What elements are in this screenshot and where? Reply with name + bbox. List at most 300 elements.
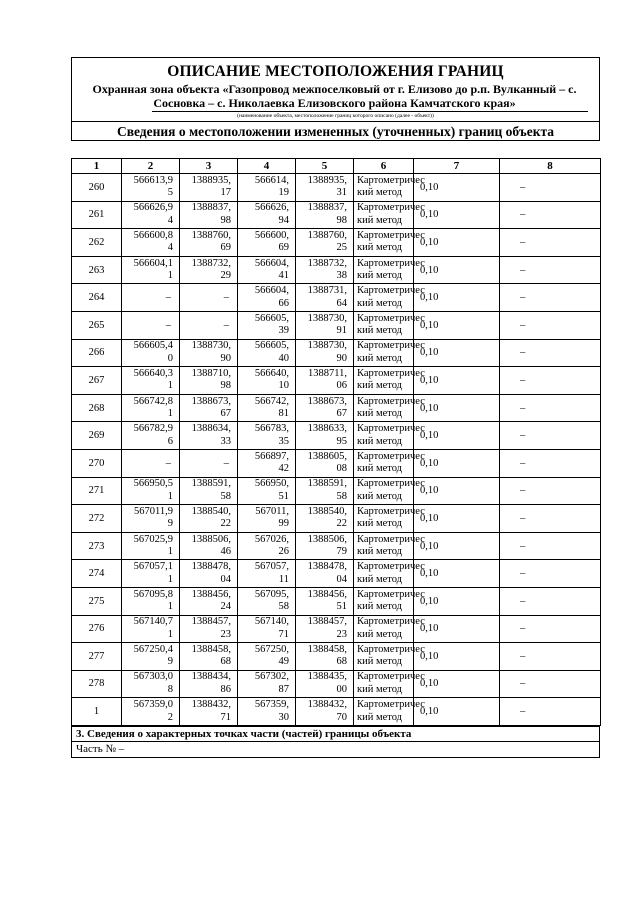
existing-x-coordinate-part: 566782,9: [133, 423, 173, 435]
point-description: –: [500, 615, 601, 643]
existing-x-coordinate-part: 567025,9: [133, 533, 173, 545]
determination-method: [354, 587, 425, 615]
new-y-coordinate-part: 1388730,: [307, 340, 347, 352]
new-x-coordinate-part: 26: [278, 546, 289, 558]
existing-x-coordinate: [122, 229, 180, 257]
existing-y-coordinate-part: 29: [220, 270, 231, 282]
existing-y-coordinate-part: 71: [220, 711, 231, 723]
determination-method: [354, 698, 425, 726]
new-x-coordinate-part: 566950,: [254, 478, 289, 490]
column-header: 1: [72, 159, 122, 174]
existing-y-coordinate-part: 69: [220, 242, 231, 254]
existing-y-coordinate-part: 1388540,: [191, 505, 231, 517]
method-text: кий метод: [357, 628, 403, 640]
accuracy-value: 0,10: [414, 587, 500, 615]
point-number: 260: [72, 174, 122, 202]
accuracy-value: 0,10: [414, 229, 500, 257]
new-x-coordinate-part: 567011,: [255, 505, 289, 517]
determination-method: [354, 422, 425, 450]
new-y-coordinate-part: 1388731,: [307, 285, 347, 297]
new-x-coordinate: [238, 505, 296, 533]
new-y-coordinate-part: 00: [336, 683, 347, 695]
accuracy-value: 0,10: [414, 422, 500, 450]
determination-method: [354, 174, 425, 202]
new-x-coordinate: [238, 615, 296, 643]
existing-x-coordinate: [122, 698, 180, 726]
table-row: [72, 670, 601, 698]
table-row: [72, 367, 601, 395]
new-y-coordinate: [296, 174, 354, 202]
new-x-coordinate: [238, 560, 296, 588]
new-x-coordinate-part: 58: [278, 601, 289, 613]
determination-method: [354, 560, 425, 588]
coordinates-table: [71, 158, 601, 726]
new-x-coordinate: [238, 449, 296, 477]
existing-y-coordinate-part: 1388458,: [191, 643, 231, 655]
new-y-coordinate-part: 79: [336, 546, 347, 558]
point-description: –: [500, 201, 601, 229]
new-x-coordinate: [238, 229, 296, 257]
method-text: кий метод: [357, 270, 403, 282]
table-row: [72, 394, 601, 422]
determination-method: [354, 311, 425, 339]
new-y-coordinate: [296, 311, 354, 339]
existing-y-coordinate-part: 1388434,: [191, 671, 231, 683]
existing-y-coordinate-part: 1388935,: [191, 174, 231, 186]
determination-method: [354, 229, 425, 257]
new-y-coordinate-part: 1388732,: [307, 257, 347, 269]
existing-x-coordinate-part: 1: [167, 546, 173, 558]
method-text: Картометричес: [357, 395, 425, 407]
method-text: кий метод: [357, 546, 403, 558]
accuracy-value: 0,10: [414, 698, 500, 726]
existing-x-coordinate-part: 1: [167, 573, 173, 585]
existing-y-coordinate-part: 86: [220, 683, 231, 695]
existing-y-coordinate-part: 23: [220, 628, 231, 640]
existing-y-coordinate: –: [180, 449, 238, 477]
point-description: –: [500, 367, 601, 395]
existing-y-coordinate: [180, 174, 238, 202]
existing-y-coordinate-part: 04: [220, 573, 231, 585]
new-y-coordinate: [296, 477, 354, 505]
existing-y-coordinate: [180, 339, 238, 367]
method-text: кий метод: [357, 435, 403, 447]
point-description: –: [500, 394, 601, 422]
existing-x-coordinate: [122, 339, 180, 367]
accuracy-value: 0,10: [414, 615, 500, 643]
determination-method: [354, 201, 425, 229]
new-x-coordinate-part: 567095,: [254, 588, 289, 600]
table-row: [72, 201, 601, 229]
existing-x-coordinate-part: 566950,5: [133, 478, 173, 490]
new-x-coordinate-part: 566605,: [254, 312, 289, 324]
accuracy-value: 0,10: [414, 477, 500, 505]
new-y-coordinate-part: 91: [336, 325, 347, 337]
new-x-coordinate: [238, 339, 296, 367]
new-y-coordinate: [296, 643, 354, 671]
new-y-coordinate-part: 04: [336, 573, 347, 585]
accuracy-value: 0,10: [414, 174, 500, 202]
existing-y-coordinate-part: 17: [220, 187, 231, 199]
existing-x-coordinate-part: 566604,1: [133, 257, 173, 269]
method-text: кий метод: [357, 325, 403, 337]
point-number: 261: [72, 201, 122, 229]
method-text: кий метод: [357, 601, 403, 613]
existing-y-coordinate: [180, 477, 238, 505]
new-y-coordinate-part: 1388633,: [307, 423, 347, 435]
new-y-coordinate-part: 1388935,: [307, 174, 347, 186]
method-text: кий метод: [357, 187, 403, 199]
new-x-coordinate-part: 35: [278, 435, 289, 447]
existing-x-coordinate: [122, 532, 180, 560]
point-description: –: [500, 311, 601, 339]
existing-x-coordinate: –: [122, 449, 180, 477]
new-x-coordinate-part: 567302,: [254, 671, 289, 683]
method-text: кий метод: [357, 352, 403, 364]
new-y-coordinate: [296, 670, 354, 698]
object-caption: (наименование объекта, местоположение границ которого описано (далее - объект)): [237, 113, 434, 119]
existing-x-coordinate-part: 9: [167, 518, 173, 530]
existing-x-coordinate: –: [122, 311, 180, 339]
new-x-coordinate-part: 567057,: [254, 561, 289, 573]
method-text: Картометричес: [357, 505, 425, 517]
new-y-coordinate: [296, 449, 354, 477]
new-x-coordinate-part: 19: [278, 187, 289, 199]
table-row: [72, 560, 601, 588]
new-y-coordinate: [296, 615, 354, 643]
table-row: [72, 587, 601, 615]
accuracy-value: 0,10: [414, 449, 500, 477]
new-x-coordinate-part: 41: [278, 270, 289, 282]
point-description: –: [500, 698, 601, 726]
new-x-coordinate-part: 40: [278, 352, 289, 364]
method-text: кий метод: [357, 297, 403, 309]
method-text: кий метод: [357, 380, 403, 392]
existing-x-coordinate-part: 4: [167, 242, 173, 254]
column-header: 3: [180, 159, 238, 174]
new-x-coordinate-part: 10: [278, 380, 289, 392]
existing-x-coordinate: [122, 201, 180, 229]
existing-x-coordinate-part: 2: [167, 711, 173, 723]
existing-y-coordinate-part: 98: [220, 214, 231, 226]
existing-y-coordinate-part: 33: [220, 435, 231, 447]
new-x-coordinate-part: 99: [278, 518, 289, 530]
existing-y-coordinate-part: 1388456,: [191, 588, 231, 600]
new-y-coordinate-part: 1388478,: [307, 561, 347, 573]
accuracy-value: 0,10: [414, 339, 500, 367]
new-y-coordinate: [296, 256, 354, 284]
new-y-coordinate-part: 51: [336, 601, 347, 613]
point-description: –: [500, 532, 601, 560]
existing-x-coordinate-part: 566742,8: [133, 395, 173, 407]
accuracy-value: 0,10: [414, 284, 500, 312]
new-y-coordinate-part: 22: [336, 518, 347, 530]
section-3-heading: 3. Сведения о характерных точках части (частей) границы объекта: [71, 726, 600, 742]
new-x-coordinate: [238, 174, 296, 202]
new-y-coordinate-part: 1388435,: [307, 671, 347, 683]
determination-method: [354, 532, 425, 560]
new-x-coordinate-part: 66: [278, 297, 289, 309]
method-text: Картометричес: [357, 561, 425, 573]
existing-y-coordinate-part: 58: [220, 490, 231, 502]
method-text: кий метод: [357, 490, 403, 502]
existing-x-coordinate-part: 567303,0: [133, 671, 173, 683]
determination-method: [354, 615, 425, 643]
point-description: –: [500, 505, 601, 533]
accuracy-value: 0,10: [414, 505, 500, 533]
new-y-coordinate-part: 1388673,: [307, 395, 347, 407]
existing-x-coordinate-part: 567359,0: [133, 699, 173, 711]
new-x-coordinate: [238, 477, 296, 505]
existing-x-coordinate: [122, 394, 180, 422]
existing-x-coordinate-part: 567140,7: [133, 616, 173, 628]
accuracy-value: 0,10: [414, 367, 500, 395]
accuracy-value: 0,10: [414, 643, 500, 671]
new-x-coordinate-part: 39: [278, 325, 289, 337]
determination-method: [354, 367, 425, 395]
new-x-coordinate-part: 566600,: [254, 229, 289, 241]
new-x-coordinate-part: 567250,: [254, 643, 289, 655]
existing-y-coordinate-part: 46: [220, 546, 231, 558]
table-row: [72, 449, 601, 477]
new-x-coordinate: [238, 201, 296, 229]
method-text: Картометричес: [357, 202, 425, 214]
accuracy-value: 0,10: [414, 532, 500, 560]
new-x-coordinate-part: 566604,: [254, 257, 289, 269]
method-text: Картометричес: [357, 671, 425, 683]
existing-y-coordinate: [180, 394, 238, 422]
existing-y-coordinate: [180, 367, 238, 395]
table-header-row: [72, 159, 601, 174]
new-x-coordinate-part: 566783,: [254, 423, 289, 435]
table-row: [72, 284, 601, 312]
method-text: Картометричес: [357, 616, 425, 628]
existing-x-coordinate: [122, 643, 180, 671]
existing-x-coordinate: [122, 587, 180, 615]
existing-x-coordinate-part: 9: [167, 656, 173, 668]
point-description: –: [500, 449, 601, 477]
existing-y-coordinate-part: 98: [220, 380, 231, 392]
new-x-coordinate-part: 11: [278, 573, 289, 585]
new-y-coordinate-part: 23: [336, 628, 347, 640]
table-row: [72, 505, 601, 533]
method-text: кий метод: [357, 711, 403, 723]
new-x-coordinate-part: 566614,: [254, 174, 289, 186]
new-x-coordinate: [238, 643, 296, 671]
new-y-coordinate-part: 64: [336, 297, 347, 309]
method-text: Картометричес: [357, 229, 425, 241]
new-y-coordinate-part: 25: [336, 242, 347, 254]
existing-x-coordinate-part: 1: [167, 270, 173, 282]
new-y-coordinate-part: 1388837,: [307, 202, 347, 214]
existing-y-coordinate-part: 22: [220, 518, 231, 530]
method-text: Картометричес: [357, 643, 425, 655]
method-text: Картометричес: [357, 367, 425, 379]
method-text: Картометричес: [357, 699, 425, 711]
method-text: кий метод: [357, 242, 403, 254]
method-text: кий метод: [357, 408, 403, 420]
existing-y-coordinate: [180, 698, 238, 726]
existing-x-coordinate-part: 5: [167, 187, 173, 199]
existing-x-coordinate-part: 1: [167, 408, 173, 420]
new-y-coordinate-part: 98: [336, 214, 347, 226]
point-number: 269: [72, 422, 122, 450]
existing-x-coordinate: [122, 174, 180, 202]
point-description: –: [500, 229, 601, 257]
point-description: –: [500, 477, 601, 505]
new-x-coordinate-part: 49: [278, 656, 289, 668]
method-text: Картометричес: [357, 285, 425, 297]
existing-x-coordinate: [122, 422, 180, 450]
point-number: 272: [72, 505, 122, 533]
existing-x-coordinate: [122, 477, 180, 505]
new-x-coordinate-part: 567026,: [254, 533, 289, 545]
method-text: кий метод: [357, 518, 403, 530]
existing-x-coordinate: [122, 670, 180, 698]
accuracy-value: 0,10: [414, 560, 500, 588]
new-x-coordinate: [238, 670, 296, 698]
point-description: –: [500, 339, 601, 367]
determination-method: [354, 339, 425, 367]
new-y-coordinate: [296, 284, 354, 312]
new-y-coordinate-part: 1388760,: [307, 229, 347, 241]
method-text: Картометричес: [357, 533, 425, 545]
table-row: [72, 477, 601, 505]
method-text: Картометричес: [357, 340, 425, 352]
new-x-coordinate-part: 87: [278, 683, 289, 695]
new-y-coordinate: [296, 339, 354, 367]
point-number: 271: [72, 477, 122, 505]
method-text: Картометричес: [357, 450, 425, 462]
existing-x-coordinate-part: 6: [167, 435, 173, 447]
existing-y-coordinate: [180, 422, 238, 450]
existing-y-coordinate-part: 1388732,: [191, 257, 231, 269]
point-number: 263: [72, 256, 122, 284]
point-number: 265: [72, 311, 122, 339]
table-row: [72, 339, 601, 367]
existing-x-coordinate: [122, 505, 180, 533]
new-y-coordinate-part: 31: [336, 187, 347, 199]
existing-x-coordinate-part: 567057,1: [133, 561, 173, 573]
point-number: 267: [72, 367, 122, 395]
new-y-coordinate-part: 70: [336, 711, 347, 723]
existing-x-coordinate: [122, 367, 180, 395]
new-x-coordinate-part: 567140,: [254, 616, 289, 628]
existing-x-coordinate-part: 1: [167, 380, 173, 392]
new-x-coordinate-part: 69: [278, 242, 289, 254]
new-y-coordinate-part: 1388711,: [308, 367, 347, 379]
column-header: 6: [354, 159, 414, 174]
new-x-coordinate-part: 566640,: [254, 367, 289, 379]
column-header: 7: [414, 159, 500, 174]
existing-y-coordinate: [180, 505, 238, 533]
new-y-coordinate-part: 1388540,: [307, 505, 347, 517]
existing-y-coordinate-part: 1388760,: [191, 229, 231, 241]
method-text: Картометричес: [357, 257, 425, 269]
table-row: [72, 615, 601, 643]
new-x-coordinate: [238, 532, 296, 560]
new-y-coordinate-part: 1388730,: [307, 312, 347, 324]
table-row: [72, 256, 601, 284]
new-y-coordinate-part: 95: [336, 435, 347, 447]
existing-x-coordinate-part: 8: [167, 683, 173, 695]
existing-y-coordinate: –: [180, 311, 238, 339]
new-x-coordinate-part: 81: [278, 408, 289, 420]
method-text: кий метод: [357, 656, 403, 668]
new-y-coordinate: [296, 394, 354, 422]
method-text: Картометричес: [357, 174, 425, 186]
underline-divider: [152, 111, 588, 112]
determination-method: [354, 477, 425, 505]
point-number: 278: [72, 670, 122, 698]
point-number: 268: [72, 394, 122, 422]
existing-y-coordinate: [180, 587, 238, 615]
existing-y-coordinate: [180, 560, 238, 588]
existing-x-coordinate-part: 566640,3: [133, 367, 173, 379]
existing-x-coordinate: [122, 615, 180, 643]
new-x-coordinate: [238, 284, 296, 312]
new-y-coordinate-part: 1388591,: [307, 478, 347, 490]
existing-y-coordinate-part: 1388730,: [191, 340, 231, 352]
new-y-coordinate-part: 58: [336, 490, 347, 502]
column-header: 2: [122, 159, 180, 174]
existing-y-coordinate-part: 90: [220, 352, 231, 364]
point-number: 274: [72, 560, 122, 588]
existing-x-coordinate-part: 566605,4: [133, 340, 173, 352]
point-number: 275: [72, 587, 122, 615]
new-y-coordinate: [296, 229, 354, 257]
new-y-coordinate-part: 68: [336, 656, 347, 668]
method-text: кий метод: [357, 683, 403, 695]
determination-method: [354, 643, 425, 671]
new-y-coordinate-part: 08: [336, 463, 347, 475]
column-header: 5: [296, 159, 354, 174]
point-description: –: [500, 174, 601, 202]
new-y-coordinate-part: 1388457,: [307, 616, 347, 628]
method-text: кий метод: [357, 214, 403, 226]
existing-x-coordinate: [122, 560, 180, 588]
existing-y-coordinate: [180, 256, 238, 284]
document-title: ОПИСАНИЕ МЕСТОПОЛОЖЕНИЯ ГРАНИЦ: [167, 63, 504, 80]
determination-method: [354, 505, 425, 533]
existing-x-coordinate-part: 1: [167, 490, 173, 502]
new-y-coordinate-part: 1388506,: [307, 533, 347, 545]
existing-y-coordinate-part: 1388634,: [191, 423, 231, 435]
existing-x-coordinate-part: 567011,9: [134, 505, 173, 517]
existing-x-coordinate: –: [122, 284, 180, 312]
point-description: –: [500, 670, 601, 698]
point-description: –: [500, 587, 601, 615]
existing-x-coordinate-part: 4: [167, 214, 173, 226]
point-number: 277: [72, 643, 122, 671]
new-y-coordinate-part: 67: [336, 408, 347, 420]
new-y-coordinate-part: 38: [336, 270, 347, 282]
object-name-line-2: Сосновка – с. Николаевка Елизовского района Камчатского края»: [153, 96, 516, 110]
existing-x-coordinate-part: 1: [167, 628, 173, 640]
column-header: 8: [500, 159, 601, 174]
new-x-coordinate: [238, 256, 296, 284]
existing-x-coordinate-part: 566626,9: [133, 202, 173, 214]
existing-y-coordinate-part: 67: [220, 408, 231, 420]
existing-x-coordinate-part: 566613,9: [133, 174, 173, 186]
section-heading: Сведения о местоположении измененных (уточненных) границ объекта: [72, 121, 599, 141]
existing-y-coordinate-part: 68: [220, 656, 231, 668]
new-x-coordinate-part: 94: [278, 214, 289, 226]
existing-x-coordinate-part: 567095,8: [133, 588, 173, 600]
new-x-coordinate-part: 51: [278, 490, 289, 502]
new-x-coordinate: [238, 587, 296, 615]
new-x-coordinate: [238, 422, 296, 450]
